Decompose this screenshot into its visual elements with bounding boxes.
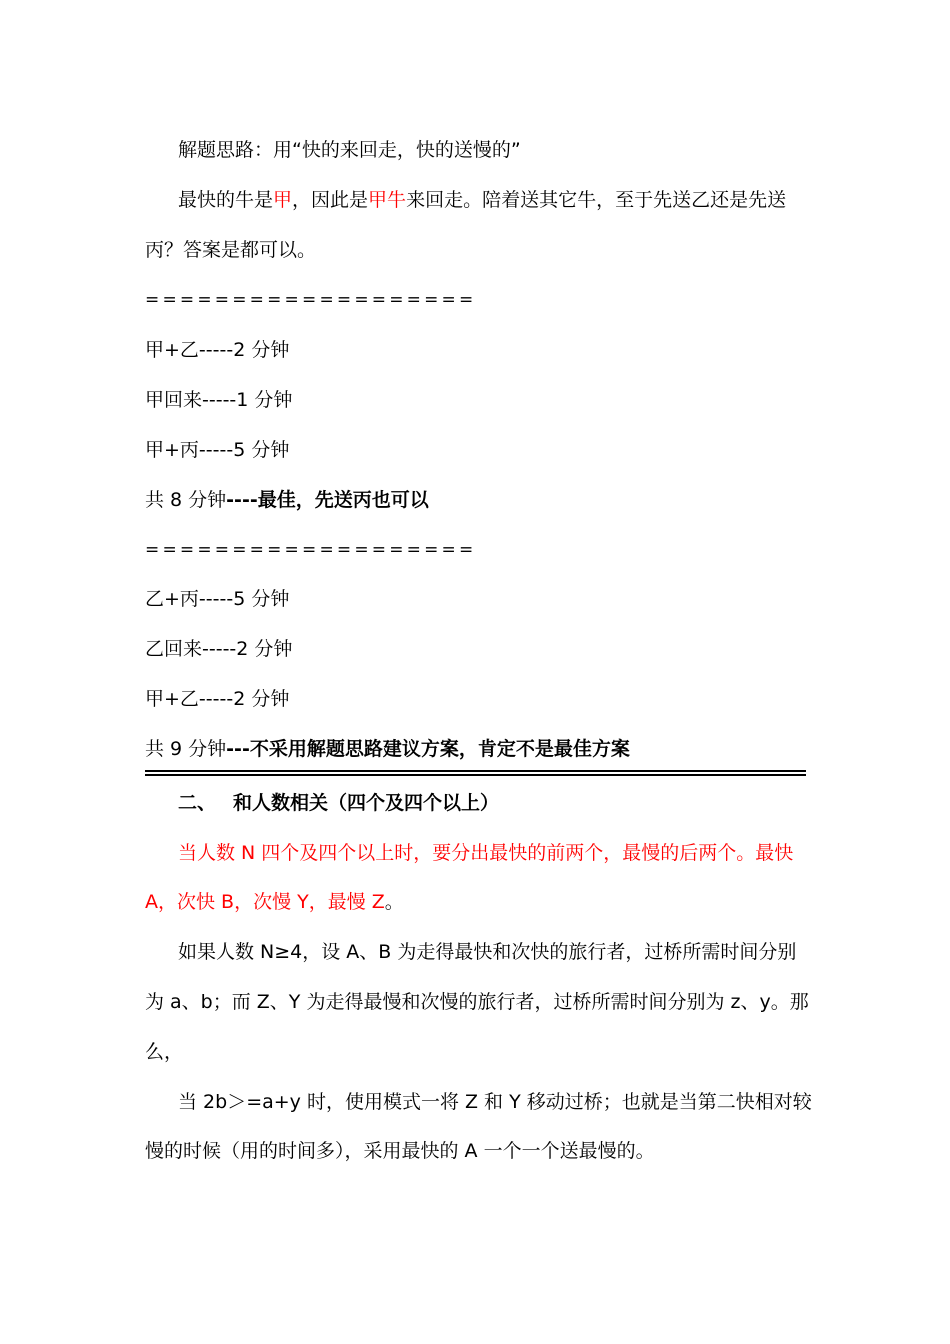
total-note: ----最佳，先送丙也可以: [226, 489, 429, 511]
fastest-cow-paragraph-cont: 丙？答案是都可以。: [145, 239, 317, 261]
text-segment: ，因此是: [292, 189, 369, 211]
plan2-step2: 乙回来-----2 分钟: [145, 638, 293, 660]
solution-idea: 解题思路：用“快的来回走，快的送慢的”: [178, 139, 521, 161]
text-segment: 来回走。陪着送其它牛，至于先送乙还是先送: [406, 189, 787, 211]
definition-paragraph-end: 么，: [145, 1041, 184, 1063]
section-title: 和人数相关（四个及四个以上）: [233, 792, 500, 814]
separator-line: ===================: [145, 540, 477, 560]
rule-paragraph-red: 当人数 N 四个及四个以上时，要分出最快的前两个，最慢的后两个。最快: [178, 842, 794, 864]
plan1-total: [145, 487, 810, 513]
section-number: 二、: [178, 792, 217, 814]
plan2-step3: 甲+乙-----2 分钟: [145, 688, 290, 710]
plan1-step2: 甲回来-----1 分钟: [145, 389, 293, 411]
plan1-step1: 甲+乙-----2 分钟: [145, 339, 290, 361]
definition-paragraph: 如果人数 N≥4，设 A、B 为走得最快和次快的旅行者，过桥所需时间分别: [178, 941, 797, 963]
total-text: 共 8 分钟: [145, 489, 227, 511]
total-note: ---不采用解题思路建议方案，肯定不是最佳方案: [226, 738, 630, 760]
rule-paragraph-red-cont: [145, 889, 810, 915]
text-segment: 最快的牛是: [178, 189, 274, 211]
plan2-total: [145, 736, 810, 762]
highlight-jia: 甲: [273, 189, 293, 211]
plan2-step1: 乙+丙-----5 分钟: [145, 588, 290, 610]
red-text: A，次快 B，次慢 Y，最慢 Z: [145, 891, 385, 913]
highlight-jia-cow: 甲牛: [368, 189, 407, 211]
plan1-step3: 甲+丙-----5 分钟: [145, 439, 290, 461]
separator-line: ===================: [145, 290, 477, 310]
double-divider: [145, 770, 806, 776]
fastest-cow-paragraph: [178, 187, 810, 213]
mode-one-paragraph: 当 2b＞=a+y 时，使用模式一将 Z 和 Y 移动过桥；也就是当第二快相对较: [178, 1091, 812, 1113]
total-text: 共 9 分钟: [145, 738, 227, 760]
definition-paragraph-cont: 为 a、b；而 Z、Y 为走得最慢和次慢的旅行者，过桥所需时间分别为 z、y。那: [145, 991, 809, 1013]
period: 。: [384, 891, 404, 913]
mode-one-paragraph-cont: 慢的时候（用的时间多），采用最快的 A 一个一个送最慢的。: [145, 1140, 655, 1162]
